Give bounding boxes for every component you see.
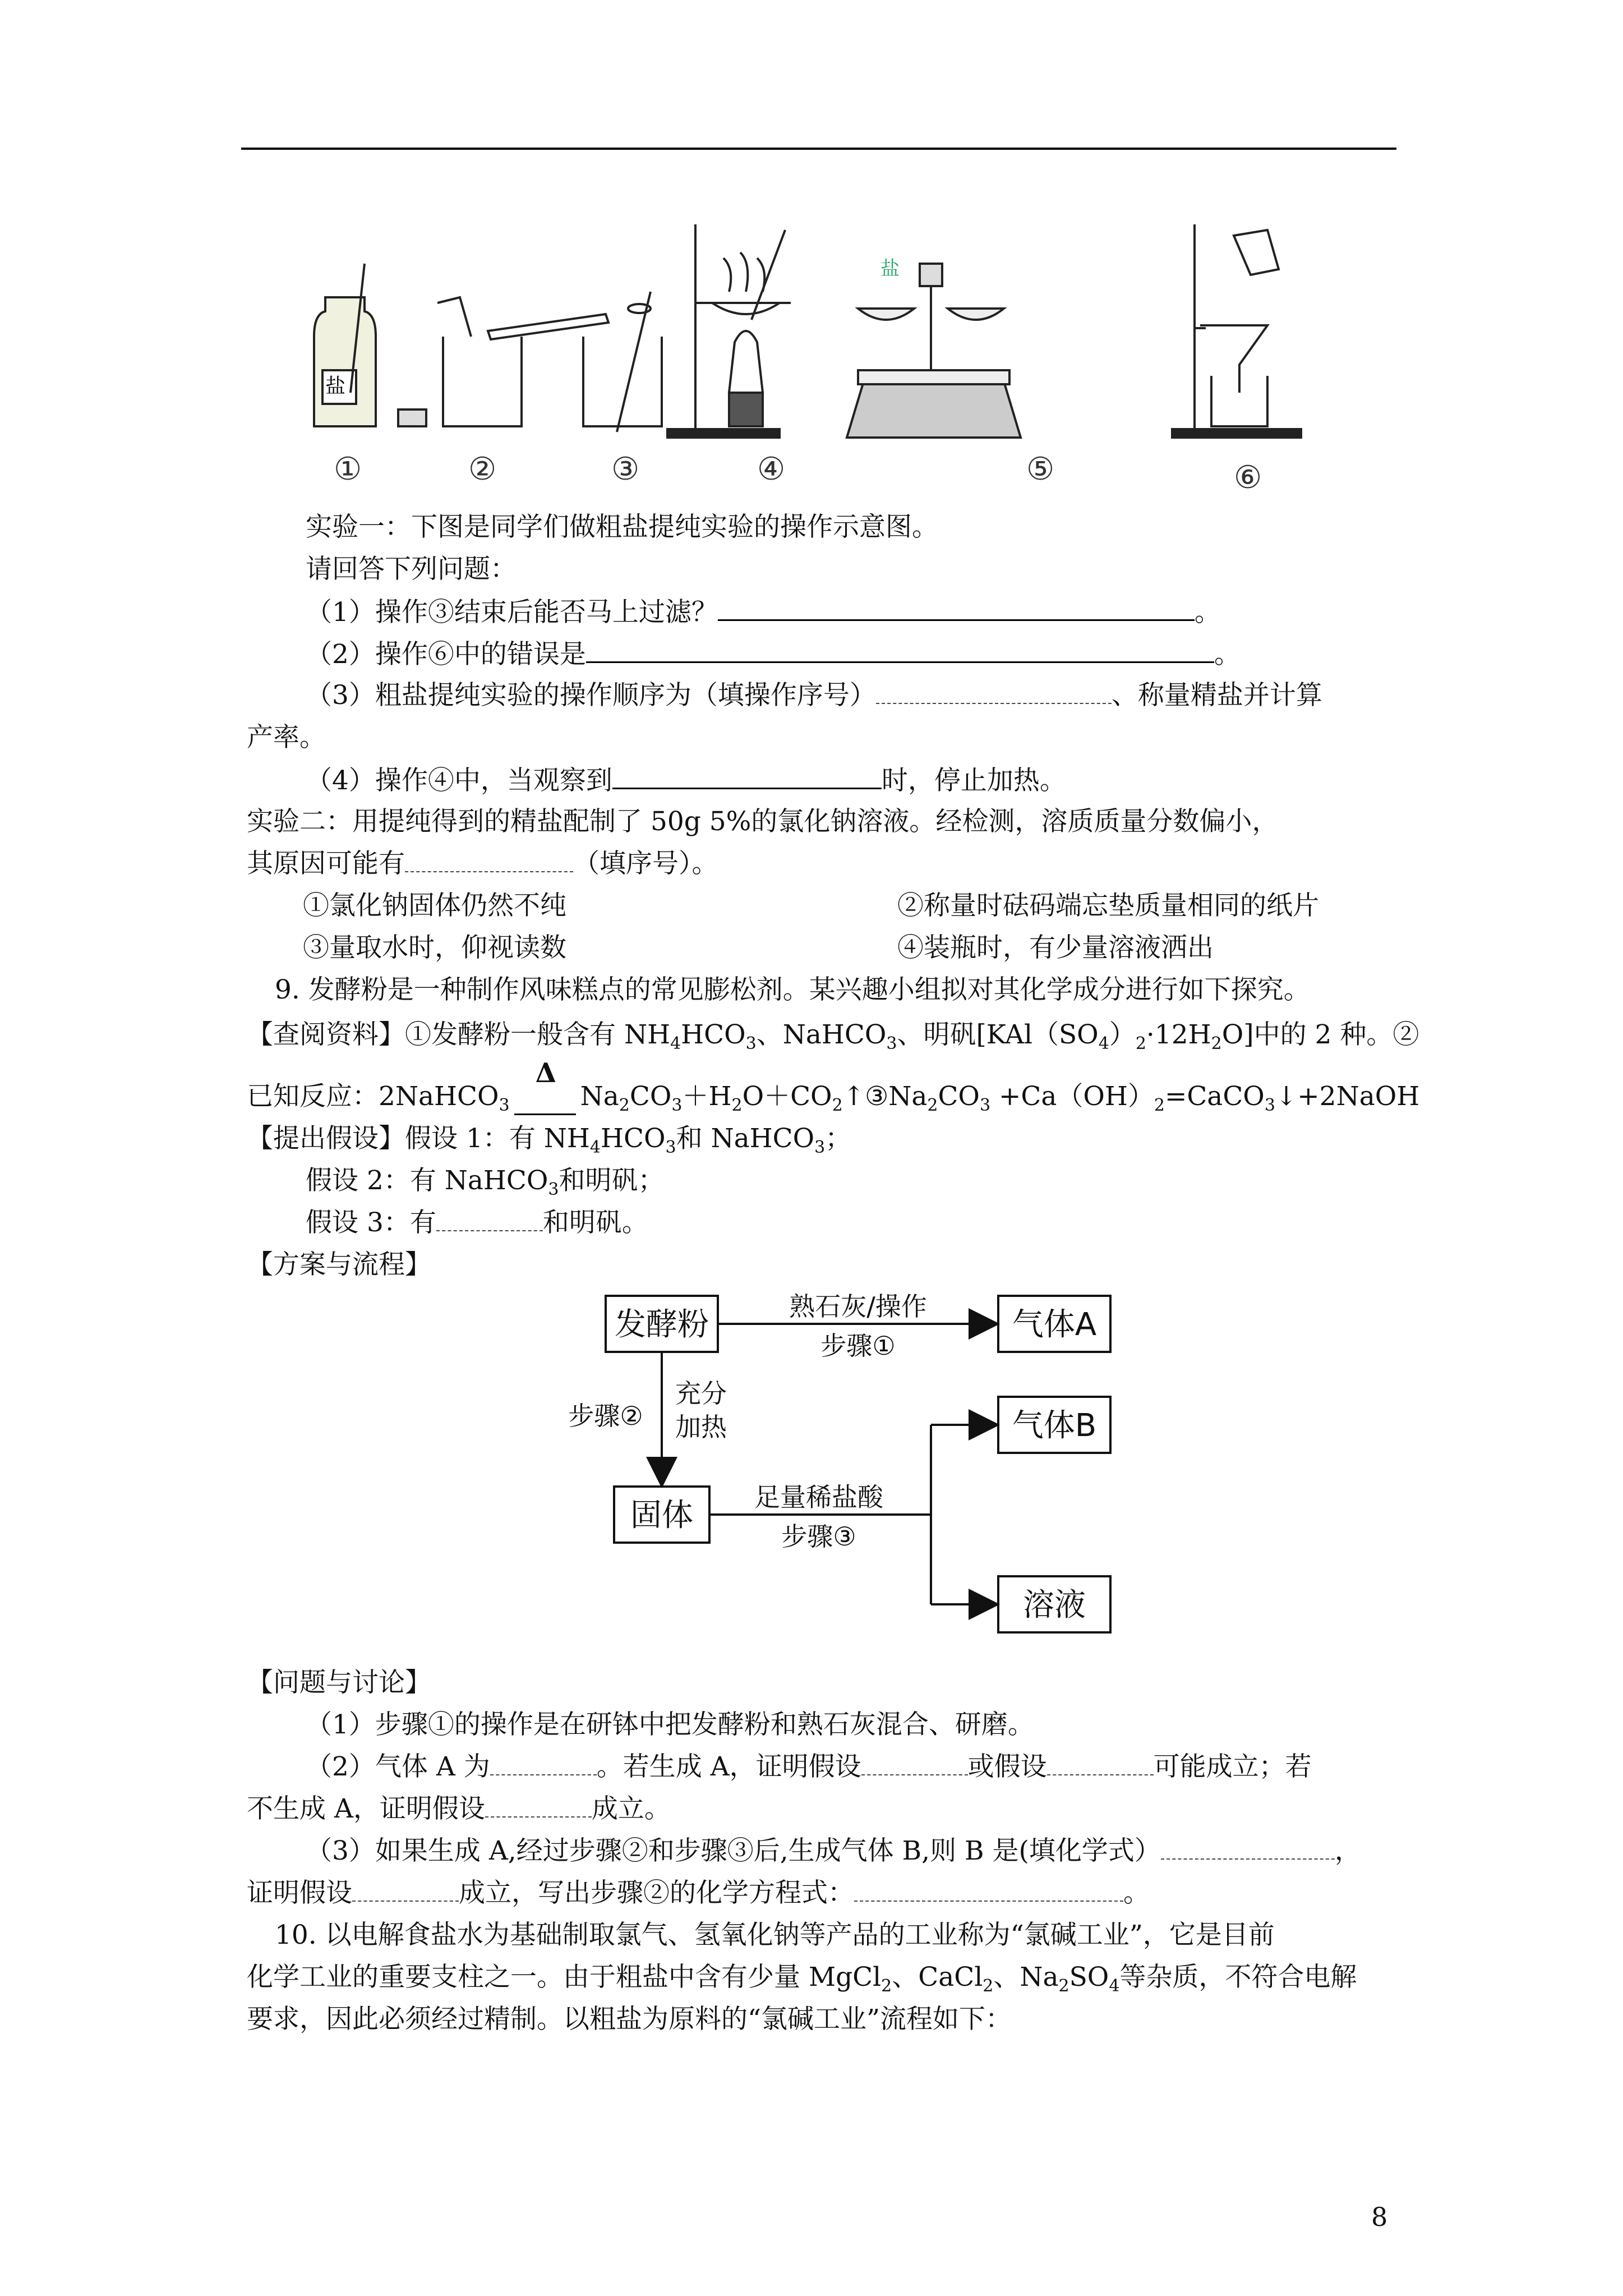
flow-gas-a: 气体A bbox=[1012, 1306, 1097, 1343]
q3-answer-blank[interactable] bbox=[876, 680, 1112, 704]
q9-intro: 9. 发酵粉是一种制作风味糕点的常见膨松剂。某兴趣小组拟对其化学成分进行如下探究。 bbox=[275, 974, 1310, 1005]
exp2-option-2: ②称量时砝码端忘垫质量相同的纸片 bbox=[897, 890, 1319, 921]
hypothesis-3-blank[interactable] bbox=[436, 1208, 543, 1231]
hyp-blank-4[interactable] bbox=[352, 1878, 459, 1902]
q9-d2: （2）气体 A 为 。若生成 A，证明假设 或假设 可能成立；若 bbox=[306, 1751, 1312, 1782]
apparatus-label-1: ① bbox=[334, 451, 362, 487]
exp2-line1: 实验二：用提纯得到的精盐配制了 50g 5%的氯化钠溶液。经检测，溶质质量分数偏小， bbox=[247, 806, 1279, 837]
q9-reactions: 已知反应：2NaHCO$_3$ Δ $Na_2CO_3+H_2O+CO_2↑③Na_2CO_3$ $+Ca(OH)_2=CaCO_3↓+2NaOH$ bbox=[247, 1057, 1420, 1115]
apparatus-label-6: ⑥ bbox=[1234, 459, 1262, 496]
apparatus-illustration bbox=[303, 208, 1368, 499]
exp2-answer-blank[interactable] bbox=[405, 849, 573, 872]
flow-solution: 溶液 bbox=[1023, 1587, 1086, 1623]
q1-end: 。 bbox=[1194, 597, 1221, 628]
q10-line1: 10. 以电解食盐水为基础制取氯气、氢氧化钠等产品的工业称为“氯碱工业”，它是目前 bbox=[275, 1920, 1275, 1950]
header-rule bbox=[241, 148, 1396, 150]
apparatus-label-3: ③ bbox=[611, 451, 640, 487]
exp2-option-3: ③量取水时，仰视读数 bbox=[303, 932, 566, 963]
q1-answer-blank[interactable] bbox=[718, 595, 1195, 621]
apparatus-label-4: ④ bbox=[757, 451, 786, 487]
flow-start: 发酵粉 bbox=[615, 1306, 709, 1343]
exp1-q3-cont: 产率。 bbox=[247, 722, 326, 753]
exp1-prompt: 请回答下列问题： bbox=[306, 554, 517, 585]
q10-line3: 要求，因此必须经过精制。以粗盐为原料的“氯碱工业”流程如下： bbox=[247, 2004, 1012, 2035]
q10-line2: 化学工业的重要支柱之一。由于粗盐中含有少量 MgCl$_2$、CaCl$_2$、$Na_2SO_4$等杂质，不符合电解 bbox=[247, 1962, 1357, 1996]
exp2-option-1: ①氯化钠固体仍然不纯 bbox=[303, 890, 566, 921]
q2-end: 。 bbox=[1214, 639, 1241, 670]
exp2-line2 bbox=[247, 847, 718, 881]
salt-label: 盐 bbox=[325, 375, 346, 398]
heat-delta-symbol: Δ bbox=[535, 1057, 556, 1089]
q2-text: （2）操作⑥中的错误是 bbox=[306, 639, 586, 670]
exp1-q3 bbox=[306, 679, 1322, 712]
q3-text-b: 、称量精盐并计算 bbox=[1111, 680, 1322, 711]
exp2-line2-end: （填序号）。 bbox=[573, 848, 718, 879]
gas-b-blank[interactable] bbox=[1161, 1836, 1335, 1860]
q3-text: （3）粗盐提纯实验的操作顺序为（填操作序号） bbox=[306, 680, 876, 711]
q9-discussion-heading: 【问题与讨论】 bbox=[247, 1667, 431, 1698]
q1-text: （1）操作③结束后能否马上过滤？ bbox=[306, 597, 718, 628]
hyp-blank-1[interactable] bbox=[861, 1752, 968, 1775]
hyp-blank-2[interactable] bbox=[1047, 1752, 1154, 1775]
q9-plan-heading: 【方案与流程】 bbox=[247, 1249, 431, 1280]
salt-jar-icon bbox=[314, 264, 426, 426]
flow-diagram bbox=[550, 1285, 1166, 1644]
flow-acid-top: 足量稀盐酸 bbox=[754, 1482, 883, 1512]
q9-d3: （3）如果生成 A,经过步骤②和步骤③后,生成气体 B,则 B 是(填化学式） ， bbox=[306, 1835, 1361, 1866]
evaporation-stand-icon bbox=[667, 224, 791, 438]
hyp-blank-3[interactable] bbox=[485, 1794, 592, 1818]
q9-hypothesis-2: 假设 2：有 NaHCO$_3$和明矾； bbox=[306, 1165, 665, 1199]
q9-hypothesis-1: 【提出假设】假设 1：有 $NH_4HCO_3$和 NaHCO$_3$； bbox=[247, 1123, 852, 1157]
exp2-line2-text: 其原因可能有 bbox=[247, 848, 405, 879]
q4-text-b: 时，停止加热。 bbox=[881, 765, 1066, 796]
flow-acid-bottom: 步骤③ bbox=[781, 1521, 856, 1552]
gas-a-blank[interactable] bbox=[490, 1752, 597, 1775]
flow-heat-2: 加热 bbox=[675, 1412, 727, 1442]
exp1-q1 bbox=[306, 595, 1221, 629]
exp2-option-4: ④装瓶时，有少量溶液洒出 bbox=[897, 932, 1214, 963]
apparatus-label-5: ⑤ bbox=[1026, 451, 1055, 487]
q9-d1: （1）步骤①的操作是在研钵中把发酵粉和熟石灰混合、研磨。 bbox=[306, 1709, 1034, 1740]
flow-op1-bottom: 步骤① bbox=[820, 1331, 896, 1361]
stirring-beaker-icon bbox=[583, 292, 662, 432]
q4-text: （4）操作④中，当观察到 bbox=[306, 765, 612, 796]
flow-solid: 固体 bbox=[630, 1497, 693, 1534]
flow-heat-1: 充分 bbox=[675, 1378, 727, 1409]
apparatus-label-2: ② bbox=[468, 451, 497, 487]
exp1-title: 实验一：下图是同学们做粗盐提纯实验的操作示意图。 bbox=[306, 512, 938, 542]
q9-d2-cont: 不生成 A，证明假设 成立。 bbox=[247, 1793, 671, 1824]
exp1-q4 bbox=[306, 763, 1066, 798]
q9-references: 【查阅资料】①发酵粉一般含有 $NH_4HCO_3$、NaHCO$_3$、明矾$[KAl(SO_4)_2\cdot 12H_2O]$中的 2 种。② bbox=[247, 1019, 1419, 1053]
q2-answer-blank[interactable] bbox=[586, 637, 1214, 663]
exp1-q2 bbox=[306, 637, 1241, 671]
balance-salt-label: 盐 bbox=[880, 257, 900, 280]
q9-hypothesis-3: 假设 3：有 和明矾。 bbox=[306, 1207, 648, 1238]
balance-icon bbox=[847, 264, 1021, 438]
flow-step2: 步骤② bbox=[568, 1401, 643, 1431]
flow-op1-top: 熟石灰/操作 bbox=[789, 1291, 927, 1322]
equation-blank[interactable] bbox=[854, 1878, 1123, 1902]
q9-d3-cont: 证明假设 成立，写出步骤②的化学方程式： 。 bbox=[247, 1878, 1150, 1908]
page-number: 8 bbox=[1371, 2202, 1388, 2232]
filtration-icon bbox=[1172, 224, 1301, 438]
flow-gas-b: 气体B bbox=[1012, 1407, 1097, 1444]
q4-answer-blank[interactable] bbox=[612, 763, 882, 789]
